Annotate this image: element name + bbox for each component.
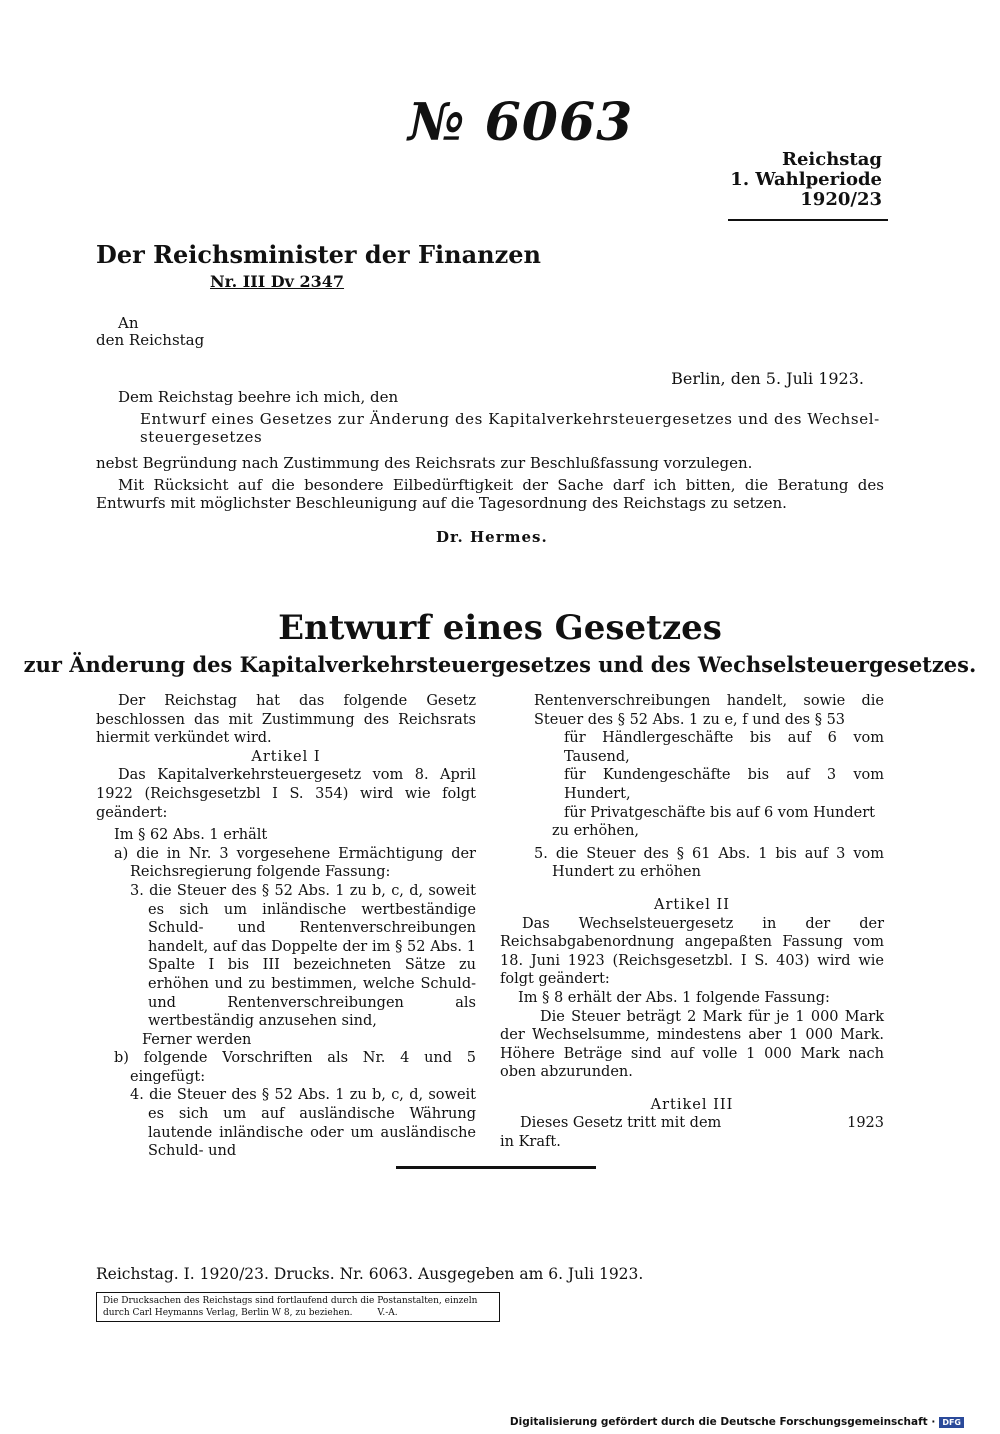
letter-paragraph-1: Dem Reichstag beehre ich mich, den [118, 388, 399, 406]
article-2-heading: Artikel II [654, 896, 730, 913]
tax-rule: Die Steuer beträgt 2 Mark für je 1 000 Mark der Wechselsumme, mindestens aber 1 000 Mark. Höhere Beträge sind auf volle 1 000 Mark nach oben abzurunden. [500, 1008, 884, 1081]
item-3: 3. die Steuer des § 52 Abs. 1 zu b, c, d, soweit es sich um inländische wertbeständige Schuld- und Rentenverschreibungen handelt, auf das Doppelte der im § 52 Abs. 1 Spalte I bis III bezeichneten Sätze zu erhöhen und zu bestimmen, welche Schuld- und Rentenverschreibungen als wertbeständig anzusehen sind, [130, 882, 476, 1030]
item-5: 5. die Steuer des § 61 Abs. 1 bis auf 3 vom Hundert zu erhöhen [534, 845, 884, 881]
article-3-text: Dieses Gesetz tritt mit dem [520, 1115, 722, 1132]
signature: Dr. Hermes. [436, 528, 548, 546]
addressee [96, 315, 204, 349]
addressee-line-2: den Reichstag [96, 331, 205, 349]
article-1-text: Das Kapitalverkehrsteuergesetz vom 8. April 1922 (Reichsgesetzbl I S. 354) wird wie folgt geändert: [96, 767, 476, 821]
item-4-continued: Rentenverschreibungen handelt, sowie die Steuer des § 52 Abs. 1 zu e, f und des § 53 [534, 693, 884, 728]
article-3-line [500, 1114, 884, 1133]
section-divider [396, 1166, 596, 1169]
draft-title: Entwurf eines Gesetzes [278, 608, 722, 648]
intro-paragraph: Der Reichstag hat das folgende Gesetz beschlossen das mit Zustimmung des Reichsrats hiermit verkündet wird. [96, 693, 476, 747]
letter-paragraph-2 [140, 410, 884, 446]
credit-text: Digitalisierung gefördert durch die Deutsche Forschungsgemeinschaft · [509, 1416, 936, 1428]
item-4: 4. die Steuer des § 52 Abs. 1 zu b, c, d, soweit es sich um auf ausländische Währung lautende inländische oder um ausländische Schuld- und [130, 1087, 476, 1160]
rate-kunden: für Kundengeschäfte bis auf 3 vom Hundert, [564, 767, 884, 802]
rate-haendler: für Händlergeschäfte bis auf 6 vom Tausend, [564, 730, 884, 765]
draft-reference-line-2: steuergesetzes [140, 428, 263, 446]
publisher-notice [96, 1292, 500, 1322]
letter-paragraph-3: nebst Begründung nach Zustimmung des Reichsrats zur Beschlußfassung vorzulegen. [96, 454, 753, 472]
article-2-text: Das Wechselsteuergesetz in der der Reichsabgabenordnung angepaßten Fassung vom 18. Juni 1923 (Reichsgesetzbl. I S. 403) wird wie folgt geändert: [500, 915, 884, 988]
item-a: a) die in Nr. 3 vorgesehene Ermächtigung der Reichsregierung folgende Fassung: [114, 845, 476, 881]
addressee-line-1: An [118, 314, 139, 332]
draft-reference-line-1: Entwurf eines Gesetzes zur Änderung des Kapitalverkehrsteuergesetzes und des Wechsel- [140, 410, 880, 428]
article-3-year: 1923 [847, 1115, 884, 1132]
letter-paragraph-4: Mit Rücksicht auf die besondere Eilbedürftigkeit der Sache darf ich bitten, die Beratung des Entwurfs mit möglichster Beschleunigung auf die Tagesordnung des Reichstags zu setzen. [96, 476, 884, 512]
publisher-notice-mark: V.-A. [377, 1308, 398, 1318]
reference-number: Nr. III Dv 2347 [210, 272, 345, 291]
rate-privat: für Privatgeschäfte bis auf 6 vom Hundert [564, 804, 876, 821]
period-label: 1920/23 [800, 189, 882, 210]
footer-line: Reichstag. I. 1920/23. Drucks. Nr. 6063. Ausgegeben am 6. Juli 1923. [96, 1265, 644, 1283]
letter-date: Berlin, den 5. Juli 1923. [671, 369, 864, 388]
article-3-in-force: in Kraft. [500, 1134, 561, 1151]
reichstag-underline [728, 219, 888, 221]
reichstag-block [692, 150, 882, 210]
ferner-werden: Ferner werden [142, 1031, 252, 1048]
right-column [500, 692, 884, 1152]
section-8-intro: Im § 8 erhält der Abs. 1 folgende Fassung: [518, 989, 830, 1006]
publisher-notice-text: Die Drucksachen des Reichstags sind fortlaufend durch die Postanstalten, einzeln durch Carl Heymanns Verlag, Berlin W 8, zu beziehen. [103, 1296, 478, 1318]
wahlperiode-label: 1. Wahlperiode [730, 169, 882, 190]
rate-erhoehen: zu erhöhen, [552, 823, 640, 840]
article-3-heading: Artikel III [650, 1096, 734, 1113]
sender-title: Der Reichsminister der Finanzen [96, 240, 541, 269]
section-62-intro: Im § 62 Abs. 1 erhält [114, 827, 268, 844]
document-number: № 6063 [408, 92, 634, 153]
draft-subtitle: zur Änderung des Kapitalverkehrsteuergesetzes und des Wechselsteuergesetzes. [23, 652, 977, 677]
reichstag-label: Reichstag [782, 149, 882, 170]
digitization-credit [510, 1416, 964, 1428]
left-column [96, 692, 476, 1161]
article-1-heading: Artikel I [251, 748, 321, 765]
item-b: b) folgende Vorschriften als Nr. 4 und 5 eingefügt: [114, 1050, 476, 1085]
dfg-logo-icon: DFG [939, 1417, 964, 1428]
